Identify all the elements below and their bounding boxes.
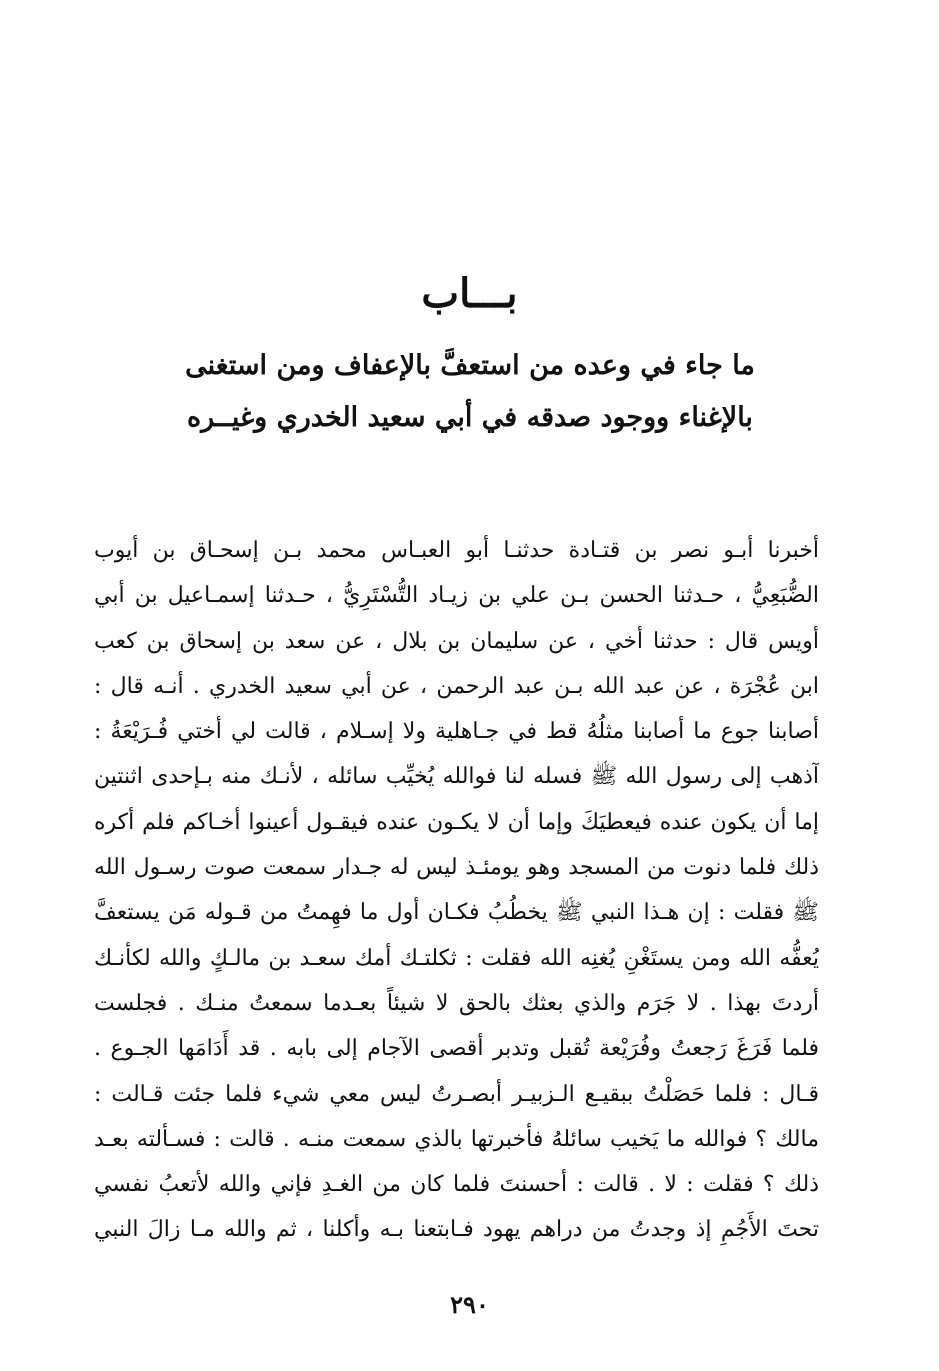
text-line: أخبرنا أبـو نصر بن قتـادة حدثنـا أبو العبـاس محمد بـن إسحـاق بن أيوب: [94, 538, 819, 563]
text-line: يُعفُّه الله ومن يستَغْنِ يُغنِه الله فقلت : ثكلتـك أمك سعـد بن مالـكٍ والله لكأنـك: [94, 945, 819, 971]
text-line: ﷺ فقلت : إن هـذا النبي ﷺ يخطُبُ فكـان أول ما فهِمتُ من قـوله مَن يستعفَّ: [94, 900, 819, 926]
text-line: أصابنا جوع ما أصابنا مثلُهُ قط في جـاهلية ولا إسـلام ، قالت لي أختي فُـرَيْعَةُ :: [94, 719, 819, 745]
text-line: قـال : فلما حَصَلْتُ ببقيـع الـزبيـر أبصـرتُ ليس معي شيء فلما جئت قـالت :: [94, 1081, 819, 1107]
text-line: إما أن يكون عنده فيعطيَكَ وإما أن لا يكـون عنده فيقـول أعينوا أخـاكم فلم أكره: [94, 809, 819, 835]
chapter-title-line: ما جاء في وعده من استعفَّ بالإعفاف ومن استغنى: [185, 350, 755, 381]
text-line: ذلك فلما دنوت من المسجد وهو يومئـذ ليس له جـدار سمعت صوت رسـول الله: [94, 855, 819, 881]
text-line: تحتَ الأَجُمِ إذ وجدتُ من دراهم يهود فـابتعنا بـه وأكلنا ، ثم والله مـا زالَ النبي: [94, 1217, 819, 1243]
text-line: ذلك ؟ فقلت : لا . قالت : أحسنتَ فلما كان من الغـدِ فإني والله لأتعبُ نفسي: [94, 1172, 819, 1198]
body-paragraph: [94, 528, 819, 1253]
chapter-title: [180, 340, 760, 444]
text-line: مالك ؟ فوالله ما يَخيب سائلهُ فأخبرتها بالذي سمعت منـه . قالت : فسـألته بعـد: [94, 1126, 819, 1152]
text-line: آذهب إلى رسول الله ﷺ فسله لنا فوالله يُخيِّب سائله ، لأنـك منه بـإحدى اثنتين: [94, 764, 819, 790]
chapter-title-line: بالإغناء ووجود صدقه في أبي سعيد الخدري وغيــره: [187, 402, 753, 433]
text-line: أويس قال : حدثنا أخي ، عن سليمان بن بلال ، عن سعد بن إسحاق بن كعب: [94, 628, 819, 654]
chapter-heading: بـــاب: [421, 270, 518, 317]
text-line: الضُّبَعِيُّ ، حـدثنا الحسن بـن علي بن زيـاد التُّسْتَرِيُّ ، حـدثنا إسمـاعيل بن أبي: [94, 583, 819, 609]
text-line: فلما فَرَغَ رَجعتُ وفُرَيْعة تُقبل وتدبر أقصى الآجام إلى بابه . قد أَدَامَها الجـوع .: [94, 1036, 819, 1062]
text-line: ابن عُجْرَة ، عن عبد الله بـن عبد الرحمن ، عن أبي سعيد الخدري . أنـه قال :: [94, 673, 819, 699]
page-number: ٢٩٠: [450, 1290, 489, 1319]
text-line: أردتَ بهذا . لا جَرَم والذي بعثك بالحق لا شيئاً بعـدما سمعتُ منـك . فجلست: [94, 990, 819, 1016]
